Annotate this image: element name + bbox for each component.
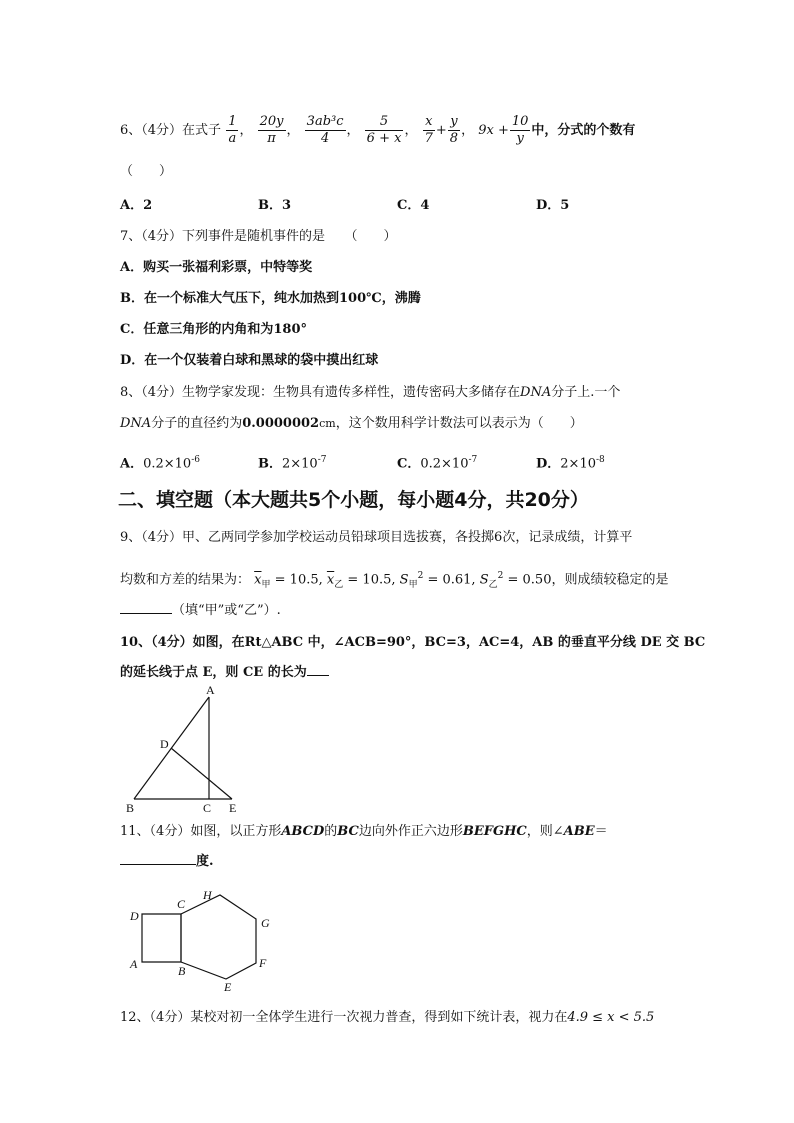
term-9x: 9x +	[478, 123, 509, 138]
side-bc: BC	[337, 824, 359, 839]
q6-option-d: D．5	[536, 198, 570, 213]
label-f: F	[259, 956, 267, 970]
label-e: E	[229, 801, 237, 815]
sub-jia: 甲	[261, 579, 271, 590]
plus: +	[435, 123, 447, 138]
q11-text: ＝	[594, 824, 608, 839]
q7-option-a: A．购买一张福利彩票，中特等奖	[120, 260, 313, 275]
q6-stem	[120, 114, 635, 147]
answer-blank[interactable]	[307, 675, 329, 676]
label-e: E	[224, 980, 232, 994]
mean-yi: $\overline{x}$	[326, 572, 335, 588]
sup-2: 2	[497, 571, 504, 581]
q11-text: 边向外作正六边形	[358, 824, 463, 839]
mean-jia: $\overline{x}$	[254, 572, 262, 588]
sub-yi: 乙	[334, 579, 344, 590]
label-a: A	[206, 683, 215, 697]
label-b: B	[178, 964, 186, 978]
q10-text: 的延长线于点 E，则 CE 的长为	[120, 665, 307, 680]
q7-option-b: B．在一个标准大气压下，纯水加热到100℃，沸腾	[120, 291, 421, 306]
label-h: H	[203, 888, 212, 902]
fraction-7: $\frac{10}{y}$	[511, 114, 529, 146]
q8-option-d: D．$2\times 10^{-8}$	[536, 455, 605, 472]
q8-unit: cm	[319, 417, 336, 430]
q11-text: 的	[324, 824, 338, 839]
q11-line-1	[120, 822, 608, 842]
q9-text: 均数和方差的结果为：	[120, 572, 251, 588]
q10-line-2	[120, 663, 329, 683]
q6-option-a: A．2	[120, 198, 153, 213]
q8-option-c: C．$0.2\times 10^{-7}$	[397, 455, 478, 472]
q6-suffix: 中，分式的个数有	[531, 123, 636, 138]
q7-option-d: D．在一个仅装着白球和黑球的袋中摸出红球	[120, 353, 379, 368]
q8-text: ，这个数用科学计数法可以表示为（ ）	[335, 416, 583, 431]
q9-line-2	[120, 566, 669, 595]
q9-line-1: 9、（4分）甲、乙两同学参加学校运动员铅球项目选拔赛，各投掷6次，记录成绩，计算平	[120, 530, 633, 545]
sep: ，	[239, 123, 253, 138]
label-d: D	[160, 737, 169, 751]
square	[142, 914, 181, 962]
vision-range: 4.9 ≤ x < 5.5	[567, 1010, 655, 1025]
q7-option-c: C．任意三角形的内角和为180°	[120, 322, 307, 337]
fraction-6: $\frac{y}{8}$	[449, 114, 459, 146]
sep: ，	[286, 123, 300, 138]
q12-text: 12、（4分）某校对初一全体学生进行一次视力普查，得到如下统计表，视力在	[120, 1010, 568, 1025]
q12-line-1	[120, 1008, 654, 1028]
section-2-title: 二、填空题（本大题共5个小题，每小题4分，共20分）	[118, 489, 589, 511]
q11-text: 度.	[196, 854, 214, 869]
dna-term: DNA	[120, 416, 152, 431]
q10-figure	[120, 685, 260, 815]
mean-yi-value: = 10.5,	[347, 572, 396, 588]
mean-jia-value: = 10.5,	[274, 572, 323, 588]
var-yi: S	[479, 572, 489, 588]
q6-option-c: C．4	[397, 198, 430, 213]
fraction-5: $\frac{x}{7}$	[424, 114, 433, 146]
answer-blank[interactable]	[120, 613, 172, 614]
hexagon-name: BEFGHC	[462, 824, 527, 839]
label-a: A	[130, 957, 138, 971]
q9-text: ，则成绩较稳定的是	[551, 572, 669, 588]
q9-text: （填“甲”或“乙”）.	[172, 603, 281, 618]
fraction-1: $\frac{1}{a}$	[228, 114, 237, 146]
label-g: G	[261, 916, 270, 930]
q9-line-3	[120, 601, 281, 621]
line-de	[171, 748, 232, 799]
q6-paren: （ ）	[120, 164, 173, 179]
sep: ，	[404, 123, 418, 138]
var-yi-value: = 0.50	[507, 572, 552, 588]
q6-option-b: B．3	[258, 198, 292, 213]
sup-2: 2	[417, 571, 424, 581]
sep: ，	[461, 123, 475, 138]
q8-line-2	[120, 414, 583, 434]
q11-text: ，则∠	[526, 824, 564, 839]
q8-option-b: B．$2\times 10^{-7}$	[258, 455, 327, 472]
label-c: C	[203, 801, 212, 815]
fraction-4: $\frac{5}{6 + x}$	[366, 114, 402, 146]
q8-option-a: A．$0.2\times 10^{-6}$	[120, 455, 200, 472]
q6-prefix: 6、（4分）在式子	[120, 123, 222, 138]
var-jia-value: = 0.61,	[427, 572, 476, 588]
hexagon	[181, 895, 256, 979]
sub-jia: 甲	[408, 579, 418, 590]
angle-abe: ABE	[563, 824, 595, 839]
q7-stem: 7、（4分）下列事件是随机事件的是 （ ）	[120, 229, 397, 244]
square-abcd: ABCD	[281, 824, 325, 839]
answer-blank[interactable]	[120, 864, 196, 865]
q8-line-1	[120, 383, 620, 403]
dna-term: DNA	[520, 385, 552, 400]
q11-line-2	[120, 852, 214, 872]
sub-yi: 乙	[488, 579, 498, 590]
q8-text: 分子的直径约为	[151, 416, 243, 431]
label-c: C	[177, 897, 186, 911]
var-jia: S	[399, 572, 409, 588]
q11-text: 11、（4分）如图，以正方形	[120, 824, 282, 839]
label-d: D	[130, 909, 139, 923]
q10-line-1: 10、（4分）如图，在Rt△ABC 中，∠ACB=90°，BC=3，AC=4，AB 的垂直平分线 DE 交 BC	[120, 635, 706, 650]
fraction-3: $\frac{\text{3ab³c}}{4}$	[306, 114, 344, 146]
q8-text: 8、（4分）生物学家发现：生物具有遗传多样性，遗传密码大多储存在	[120, 385, 521, 400]
q8-text: 分子上.一个	[551, 385, 621, 400]
fraction-2: $\frac{20y}{\pi}$	[259, 114, 284, 146]
q8-number: 0.0000002	[242, 416, 320, 431]
sep: ，	[346, 123, 360, 138]
q11-figure	[125, 887, 285, 997]
label-b: B	[126, 801, 135, 815]
